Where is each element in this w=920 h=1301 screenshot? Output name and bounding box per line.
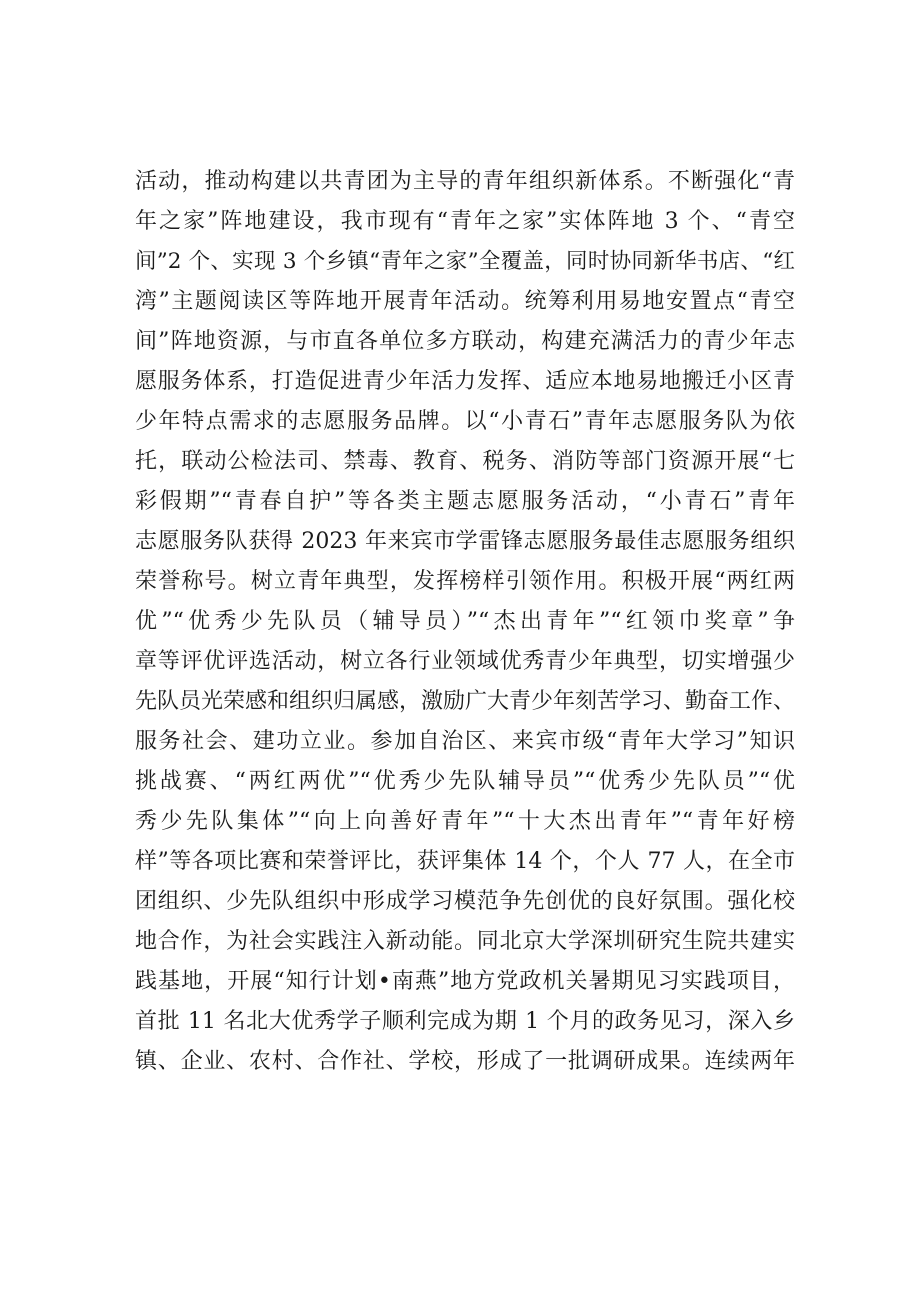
text-line-23: 镇、企业、农村、合作社、学校，形成了一批调研成果。连续两年 <box>135 1049 795 1074</box>
body-paragraph <box>135 162 795 1082</box>
text-line-13: 章等评优评选活动，树立各行业领域优秀青少年典型，切实增强少 <box>135 649 795 674</box>
text-line-10: 志愿服务队获得 2023 年来宾市学雷锋志愿服务最佳志愿服务组织 <box>135 529 795 554</box>
text-line-15: 服务社会、建功立业。参加自治区、来宾市级“青年大学习”知识 <box>135 729 795 754</box>
text-line-12: 优”“优秀少先队员（辅导员）”“杰出青年”“红领巾奖章”争 <box>135 609 795 634</box>
text-line-8: 托，联动公检法司、禁毒、教育、税务、消防等部门资源开展“七 <box>135 449 795 474</box>
text-line-7: 少年特点需求的志愿服务品牌。以“小青石”青年志愿服务队为依 <box>135 409 795 434</box>
text-line-6: 愿服务体系，打造促进青少年活力发挥、适应本地易地搬迁小区青 <box>135 369 795 394</box>
text-line-14: 先队员光荣感和组织归属感，激励广大青少年刻苦学习、勤奋工作、 <box>135 689 796 714</box>
text-line-19: 团组织、少先队组织中形成学习模范争先创优的良好氛围。强化校 <box>135 889 795 914</box>
text-line-3: 间”2 个、实现 3 个乡镇“青年之家”全覆盖，同时协同新华书店、“红 <box>135 249 795 274</box>
text-line-4: 湾”主题阅读区等阵地开展青年活动。统筹利用易地安置点“青空 <box>135 289 795 314</box>
text-line-16: 挑战赛、“两红两优”“优秀少先队辅导员”“优秀少先队员”“优 <box>135 769 795 794</box>
text-line-1: 活动，推动构建以共青团为主导的青年组织新体系。不断强化“青 <box>135 169 795 194</box>
text-line-21: 践基地，开展“知行计划•南燕”地方党政机关暑期见习实践项目， <box>135 969 795 994</box>
text-line-9: 彩假期”“青春自护”等各类主题志愿服务活动，“小青石”青年 <box>135 489 795 514</box>
text-line-22: 首批 11 名北大优秀学子顺利完成为期 1 个月的政务见习，深入乡 <box>135 1009 795 1034</box>
text-line-17: 秀少先队集体”“向上向善好青年”“十大杰出青年”“青年好榜 <box>135 809 795 834</box>
text-line-2: 年之家”阵地建设，我市现有“青年之家”实体阵地 3 个、“青空 <box>135 209 795 234</box>
text-line-11: 荣誉称号。树立青年典型，发挥榜样引领作用。积极开展“两红两 <box>135 569 795 594</box>
text-line-5: 间”阵地资源，与市直各单位多方联动，构建充满活力的青少年志 <box>135 329 795 354</box>
text-line-18: 样”等各项比赛和荣誉评比，获评集体 14 个，个人 77 人，在全市 <box>135 849 795 874</box>
text-line-20: 地合作，为社会实践注入新动能。同北京大学深圳研究生院共建实 <box>135 929 795 954</box>
